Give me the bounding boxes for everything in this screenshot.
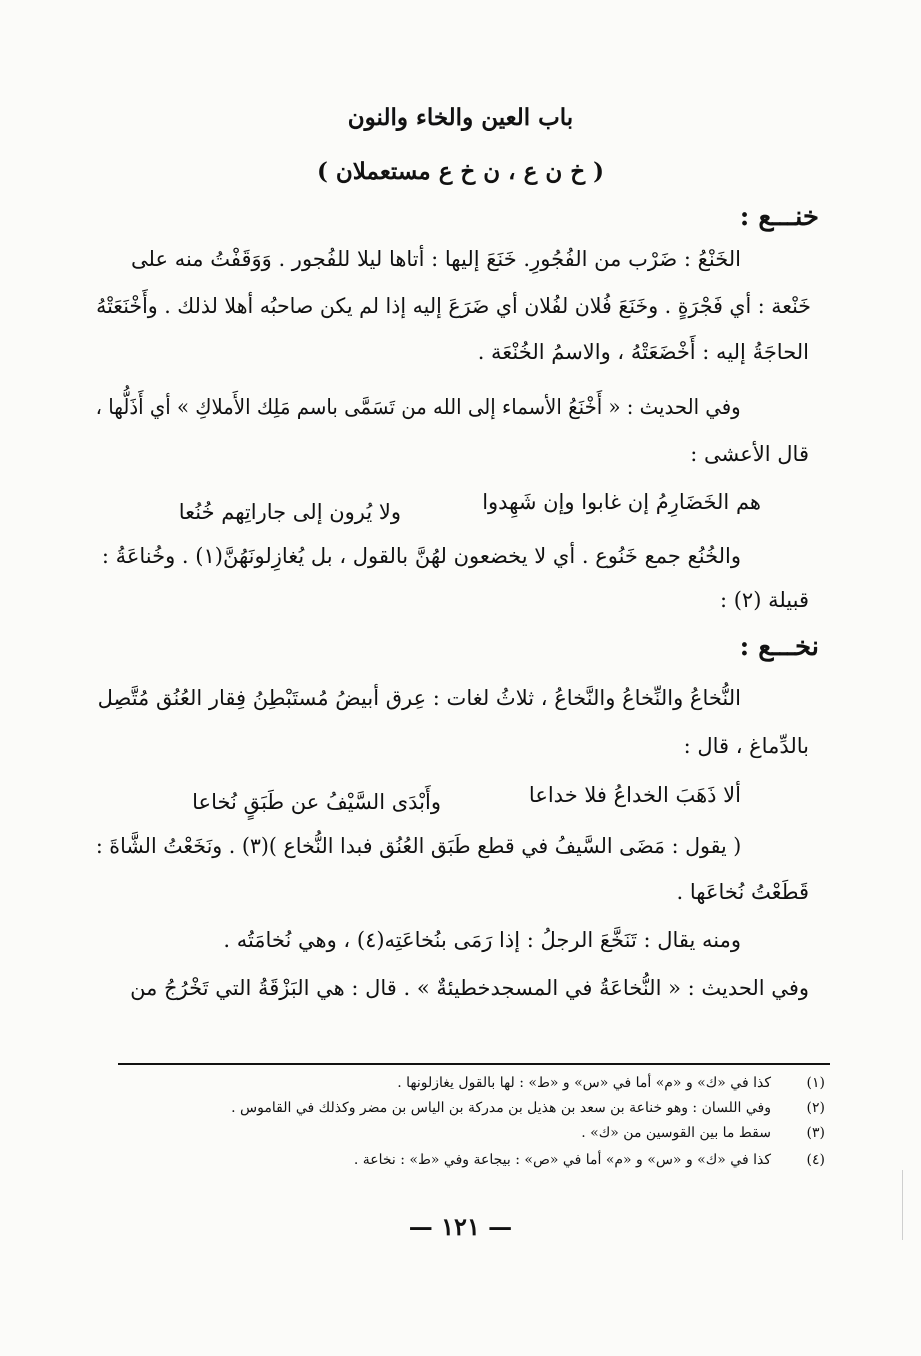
paragraph-line: ومنه يقال : تَنَخَّعَ الرجلُ : إذا رَمَى بنُخاعَتِه(٤) ، وهي نُخامَتُه . — [223, 928, 741, 952]
verse-hemistich-right: هم الخَضَارِمُ إن غابوا وإن شَهِدوا — [482, 490, 761, 514]
paragraph-line: قبيلة (٢) : — [719, 588, 809, 612]
paragraph-line: بالدِّماغ ، قال : — [683, 734, 809, 758]
paragraph-line: خَنْعة : أي فَجْرَةٍ . وخَنَعَ فُلان لفُلان أي ضَرَعَ إليه إذا لم يكن صاحبُه أهلا لذلك . وأَخْنَعَتْهُ — [96, 294, 811, 318]
paragraph-line: وفي الحديث : « النُّخاعَةُ في المسجدخطيئةٌ » . قال : هي البَزْقَةُ التي تَخْرُجُ من — [130, 976, 809, 1000]
paragraph-line: قَطَعْتُ نُخاعَها . — [676, 880, 809, 904]
paragraph-line: الحاجَةُ إليه : أَخْضَعَتْهُ ، والاسمُ الخُنْعَة . — [477, 340, 809, 364]
verse-hemistich-right: ألا ذَهَبَ الخداعُ فلا خداعا — [528, 783, 741, 807]
chapter-subtitle: ( خ ن ع ، ن خ ع مستعملان ) — [317, 158, 604, 185]
footnote-number: (٣) — [806, 1125, 825, 1141]
verse-hemistich-left: وأَبْدَى السَّيْفُ عن طَبَقٍ نُخاعا — [192, 790, 441, 814]
entry-heading-khana: خنـــع : — [739, 202, 819, 232]
entry-heading-nakha: نخـــع : — [739, 632, 819, 662]
paragraph-line: الخَنْعُ : ضَرْب من الفُجُورِ. خَنَعَ إليها : أتاها ليلا للفُجور . وَوَقَفْتُ منه على — [131, 247, 741, 271]
chapter-title: باب العين والخاء والنون — [347, 104, 574, 131]
paragraph-line: والخُنُع جمع خَنُوع . أي لا يخضعون لهُنَّ بالقول ، بل يُغازِلونَهُنَّ(١) . وخُناعَةُ : — [101, 544, 741, 568]
paragraph-line: النُّخاعُ والنِّخاعُ والنَّخاعُ ، ثلاثُ لغات : عِرق أبيضُ مُستَبْطِنُ فِقار العُنُق مُتَّصِل — [97, 686, 741, 710]
footnote-number: (٢) — [806, 1100, 825, 1116]
footnote-divider — [118, 1063, 830, 1065]
footnote-text: سقط ما بين القوسين من «ك» . — [581, 1125, 771, 1141]
paragraph-line: وفي الحديث : « أَخْنَعُ الأسماء إلى الله من تَسَمَّى باسم مَلِك الأَملاكِ » أي أَذَلُّها ، — [95, 395, 741, 419]
scan-edge-line — [902, 1170, 903, 1240]
paragraph-line: قال الأعشى : — [690, 442, 809, 466]
footnote-number: (١) — [806, 1075, 825, 1091]
footnote-text: كذا في «ك» و «س» و «م» أما في «ص» : بيجاعة وفي «ط» : نخاعة . — [353, 1152, 771, 1168]
footnote-text: كذا في «ك» و «م» أما في «س» و «ط» : لها بالقول يغازلونها . — [397, 1075, 771, 1091]
footnote-number: (٤) — [806, 1152, 825, 1168]
footnote-text: وفي اللسان : وهو خناعة بن سعد بن هذيل بن مدركة بن الياس بن مضر وكذلك في القاموس . — [231, 1100, 771, 1116]
page-number: — ١٢١ — — [408, 1212, 513, 1241]
paragraph-line: ( يقول : مَضَى السَّيفُ في قطع طَبَق العُنُق فبدا النُّخاع )(٣) . ونَخَعْتُ الشَّاةَ : — [95, 834, 741, 858]
verse-hemistich-left: ولا يُرون إلى جاراتِهم خُنُعا — [178, 500, 401, 524]
